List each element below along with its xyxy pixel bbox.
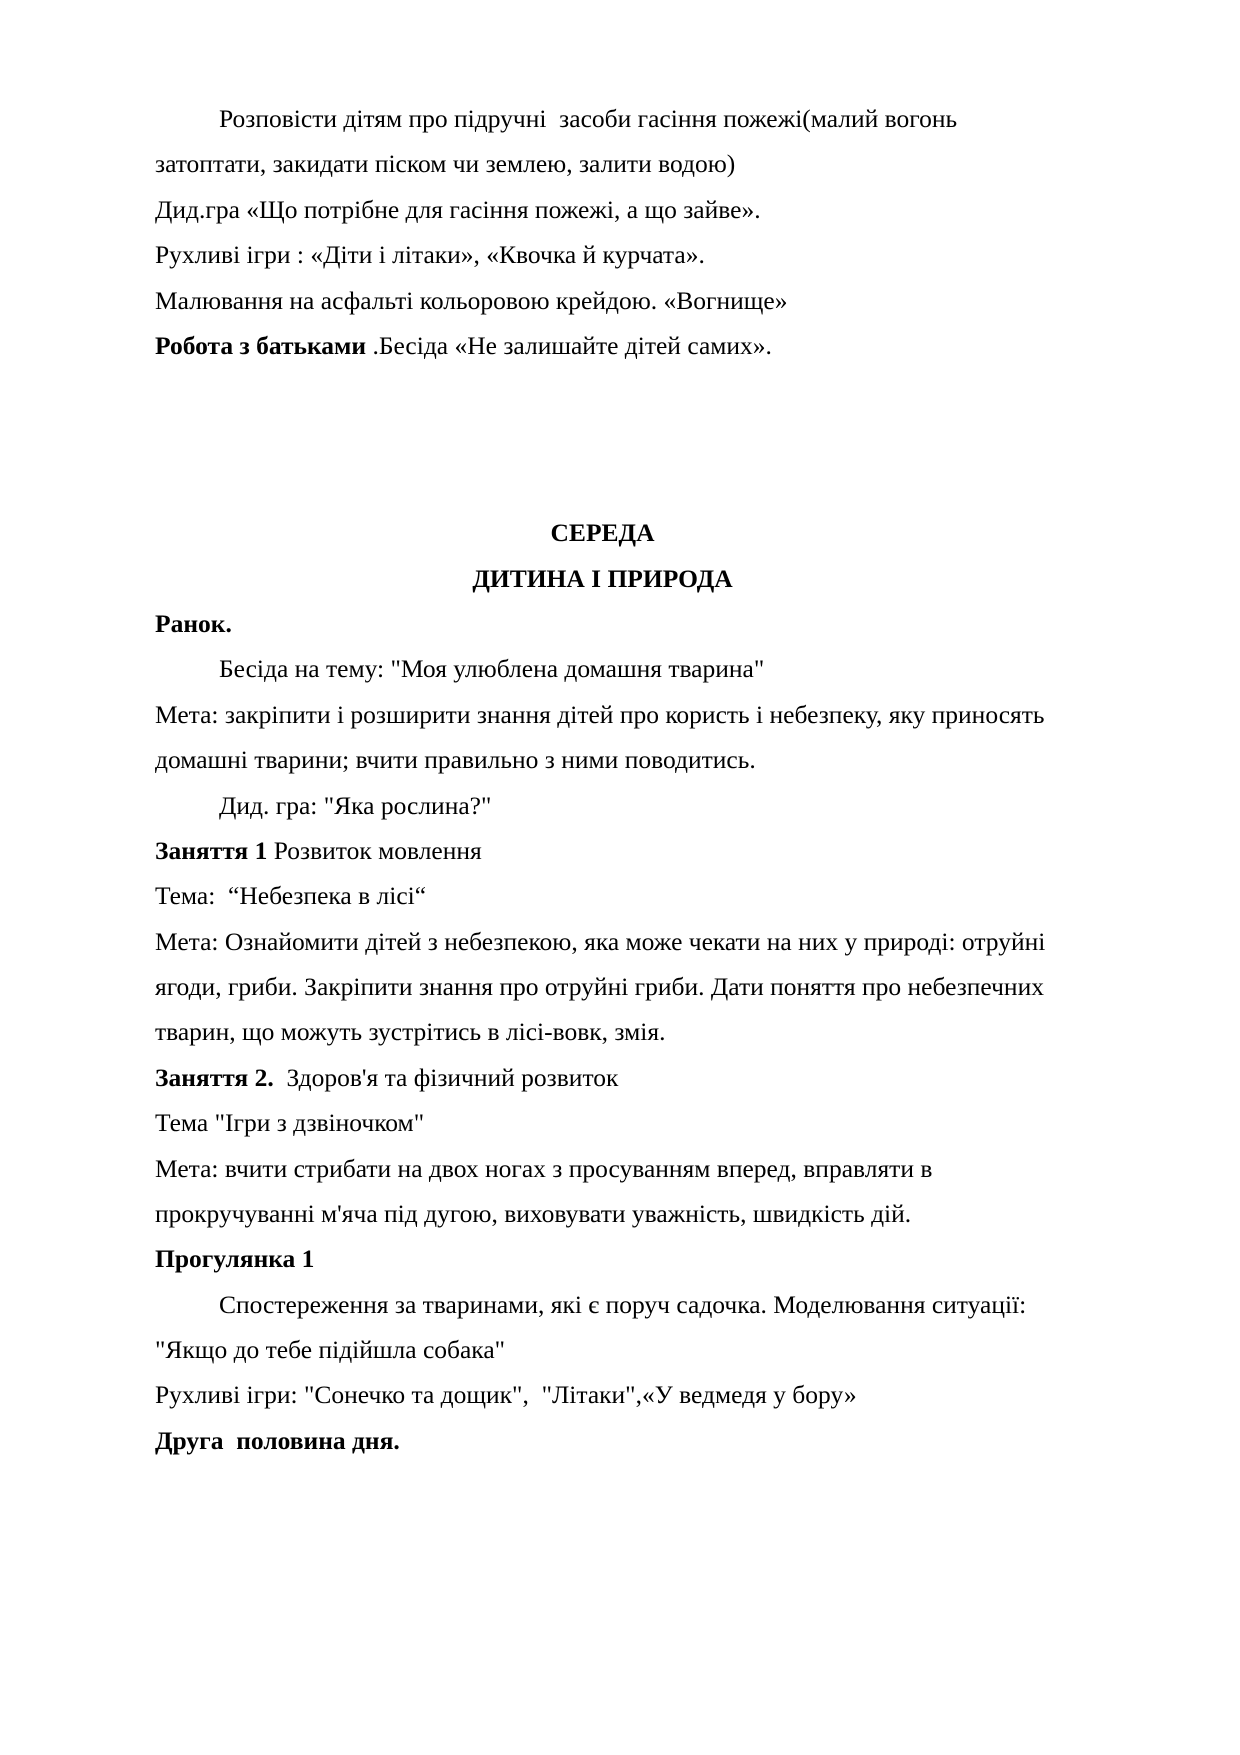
line-meta-2 [155, 919, 1050, 1055]
line-zanyattya-2-run-1: Здоров'я та фізичний розвиток [273, 1062, 619, 1092]
line-zanyattya-1-run-1: Розвиток мовлення [267, 835, 482, 865]
document-body [155, 96, 1050, 1463]
line-meta-3-run-0: Мета: вчити стрибати на двох ногах з просуванням вперед, вправляти в прокручуванні м'яча під дугою, виховувати уважність, швидкість дій. [155, 1153, 939, 1228]
line-tema-1-run-0: Тема: “Небезпека в лісі“ [155, 881, 427, 911]
line-tema-2 [155, 1100, 1050, 1145]
line-did-gra-fire-run-0: Дид.гра «Що потрібне для гасіння пожежі, а що зайве». [155, 194, 761, 224]
line-chalk-drawing-run-0: Малювання на асфальті кольоровою крейдою. «Вогнище» [155, 285, 788, 315]
line-parents-work [155, 323, 1050, 368]
line-zanyattya-2-run-0: Заняття 2. [155, 1062, 274, 1092]
line-did-gra-plant-run-0: Дид. гра: "Яка рослина?" [219, 790, 492, 820]
line-active-games-1 [155, 232, 1050, 277]
line-meta-2-run-0: Мета: Ознайомити дітей з небезпекою, яка може чекати на них у природі: отруйні ягоди, гриби. Закріпити знання про отруйні гриби. Дати поняття про небезпечних тварин, що можуть зустрітись в лісі-вовк, змія. [155, 926, 1052, 1047]
section-gap [155, 368, 1050, 510]
line-besida-topic [155, 646, 1050, 691]
line-fire-extinguish [155, 96, 1050, 187]
heading-day: СЕРЕДА [550, 518, 655, 548]
line-did-gra-plant [155, 783, 1050, 828]
top-section [155, 96, 1050, 368]
line-active-games-2-run-0: Рухливі ігри: "Сонечко та дощик", "Літаки",«У ведмедя у бору» [155, 1380, 857, 1410]
line-zanyattya-1-run-0: Заняття 1 [155, 835, 268, 865]
line-did-gra-fire [155, 187, 1050, 232]
line-meta-1 [155, 692, 1050, 783]
line-parents-work-run-0: Робота з батьками [155, 330, 373, 360]
line-tema-1 [155, 873, 1050, 918]
heading-section: ДИТИНА І ПРИРОДА [472, 563, 733, 593]
line-zanyattya-1 [155, 828, 1050, 873]
line-observation-run-0: Спостереження за тваринами, які є поруч садочка. Моделювання ситуації: "Якщо до тебе підійшла собака" [155, 1289, 1033, 1364]
line-observation [155, 1282, 1050, 1373]
line-fire-extinguish-run-0: Розповісти дітям про підручні засоби гасіння пожежі(малий вогонь затоптати, закидати піском чи землею, залити водою) [155, 104, 964, 179]
line-progulyanka-1-run-0: Прогулянка 1 [155, 1244, 315, 1274]
line-active-games-2 [155, 1372, 1050, 1417]
line-zanyattya-2 [155, 1055, 1050, 1100]
line-active-games-1-run-0: Рухливі ігри : «Діти і літаки», «Квочка й курчата». [155, 240, 705, 270]
line-meta-1-run-0: Мета: закріпити і розширити знання дітей про користь і небезпеку, яку приносять домашні тварини; вчити правильно з ними поводитись. [155, 699, 1051, 775]
line-second-half [155, 1418, 1050, 1463]
line-progulyanka-1 [155, 1236, 1050, 1281]
line-ranok-run-0: Ранок. [155, 609, 232, 638]
line-ranok [155, 601, 1050, 646]
line-besida-topic-run-0: Бесіда на тему: "Моя улюблена домашня тварина" [219, 654, 765, 684]
line-parents-work-run-1: .Бесіда «Не залишайте дітей самих». [372, 330, 772, 360]
line-chalk-drawing [155, 278, 1050, 323]
line-meta-3 [155, 1146, 1050, 1237]
line-tema-2-run-0: Тема "Ігри з дзвіночком" [155, 1108, 425, 1138]
line-second-half-run-0: Друга половина дня. [155, 1425, 400, 1455]
main-section [155, 601, 1050, 1463]
